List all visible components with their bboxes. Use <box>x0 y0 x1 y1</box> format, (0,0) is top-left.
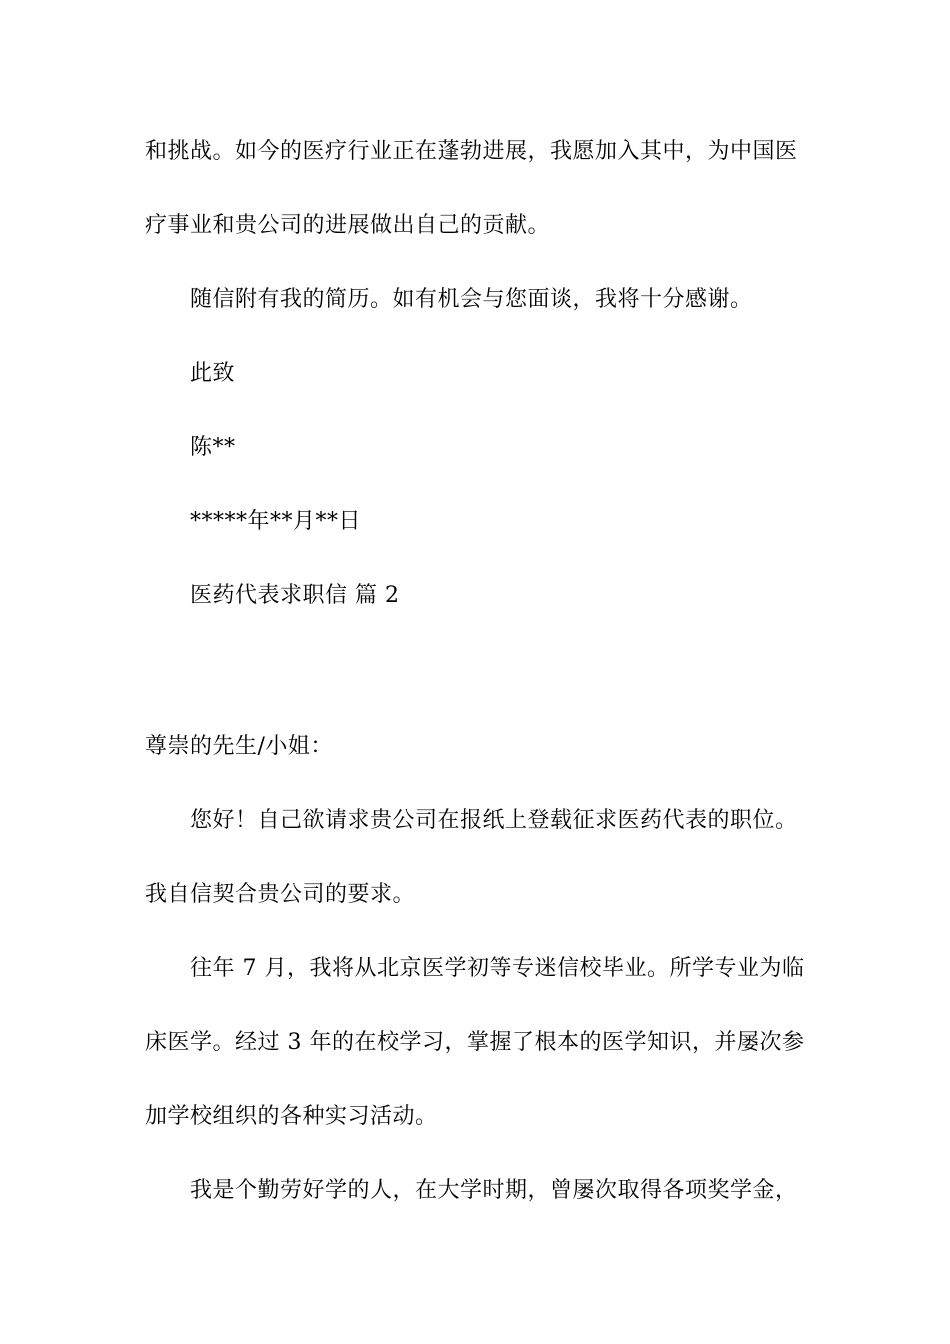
closing-salutation: 此致 <box>190 361 236 386</box>
section-heading: 医药代表求职信 篇 2 <box>190 583 400 608</box>
signature-date: *****年**月**日 <box>190 509 362 534</box>
paragraph-line-8: 加学校组织的各种实习活动。 <box>145 1104 438 1129</box>
paragraph-line-1: 和挑战。如今的医疗行业正在蓬勃进展，我愿加入其中，为中国医 <box>145 139 798 164</box>
paragraph-line-7: 床医学。经过 3 年的在校学习，掌握了根本的医学知识，并屡次参 <box>145 1030 805 1055</box>
paragraph-line-6: 往年 7 月，我将从北京医学初等专迷信校毕业。所学专业为临 <box>190 956 805 981</box>
paragraph-line-3: 随信附有我的简历。如有机会与您面谈，我将十分感谢。 <box>190 287 753 312</box>
signature-name: 陈** <box>190 435 236 460</box>
paragraph-line-4: 您好！自己欲请求贵公司在报纸上登载征求医药代表的职位。 <box>190 808 798 833</box>
paragraph-line-5: 我自信契合贵公司的要求。 <box>145 882 416 907</box>
paragraph-line-2: 疗事业和贵公司的进展做出自己的贡献。 <box>145 213 551 238</box>
paragraph-line-9: 我是个勤劳好学的人，在大学时期，曾屡次取得各项奖学金， <box>190 1178 798 1203</box>
greeting-line: 尊崇的先生/小姐： <box>145 734 333 759</box>
